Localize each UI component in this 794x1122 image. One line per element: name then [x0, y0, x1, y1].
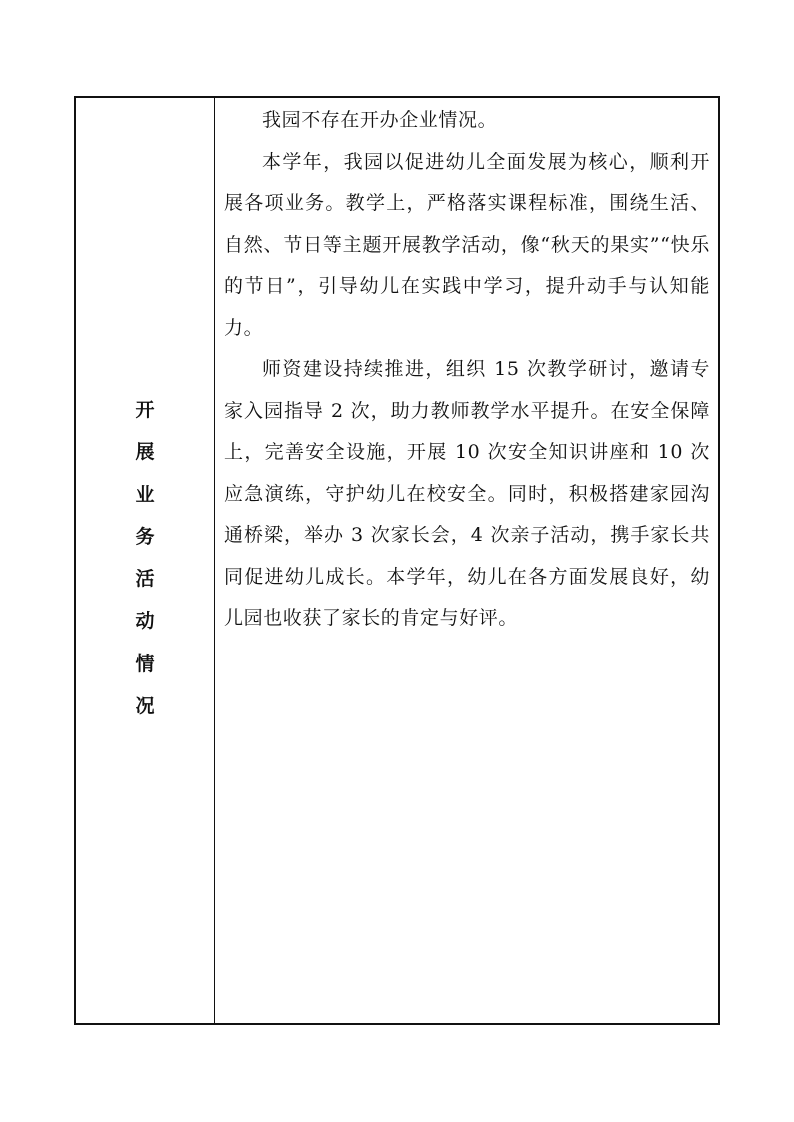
paragraph-staff-safety: 师资建设持续推进，组织 15 次教学研讨，邀请专家入园指导 2 次，助力教师教学水平提升。在安全保障上，完善安全设施，开展 10 次安全知识讲座和 10 次应急演练，守护幼儿在校安全。同时，积极搭建家园沟通桥梁，举办 3 次家长会，4 次亲子活动，携手家长共同促进幼儿成长。本学年，幼儿在各方面发展良好，幼儿园也收获了家长的肯定与好评。	[224, 358, 710, 629]
section-label-char: 动	[135, 610, 155, 633]
paragraph-no-enterprise: 我园不存在开办企业情况。	[262, 109, 498, 131]
business-activity-table	[74, 96, 720, 1025]
section-label-char: 务	[135, 525, 155, 548]
section-label-char: 情	[135, 652, 155, 675]
section-label	[76, 400, 214, 738]
section-label-char: 况	[135, 695, 155, 718]
section-content-cell	[215, 98, 718, 1023]
section-label-char: 业	[135, 483, 155, 506]
section-label-char: 展	[135, 441, 155, 464]
section-label-char: 活	[135, 568, 155, 591]
section-label-cell	[76, 98, 215, 1023]
paragraph-teaching: 本学年，我园以促进幼儿全面发展为核心，顺利开展各项业务。教学上，严格落实课程标准，围绕生活、自然、节日等主题开展教学活动，像“秋天的果实”“快乐的节日”，引导幼儿在实践中学习，提升动手与认知能力。	[224, 150, 710, 339]
section-label-char: 开	[135, 399, 155, 421]
